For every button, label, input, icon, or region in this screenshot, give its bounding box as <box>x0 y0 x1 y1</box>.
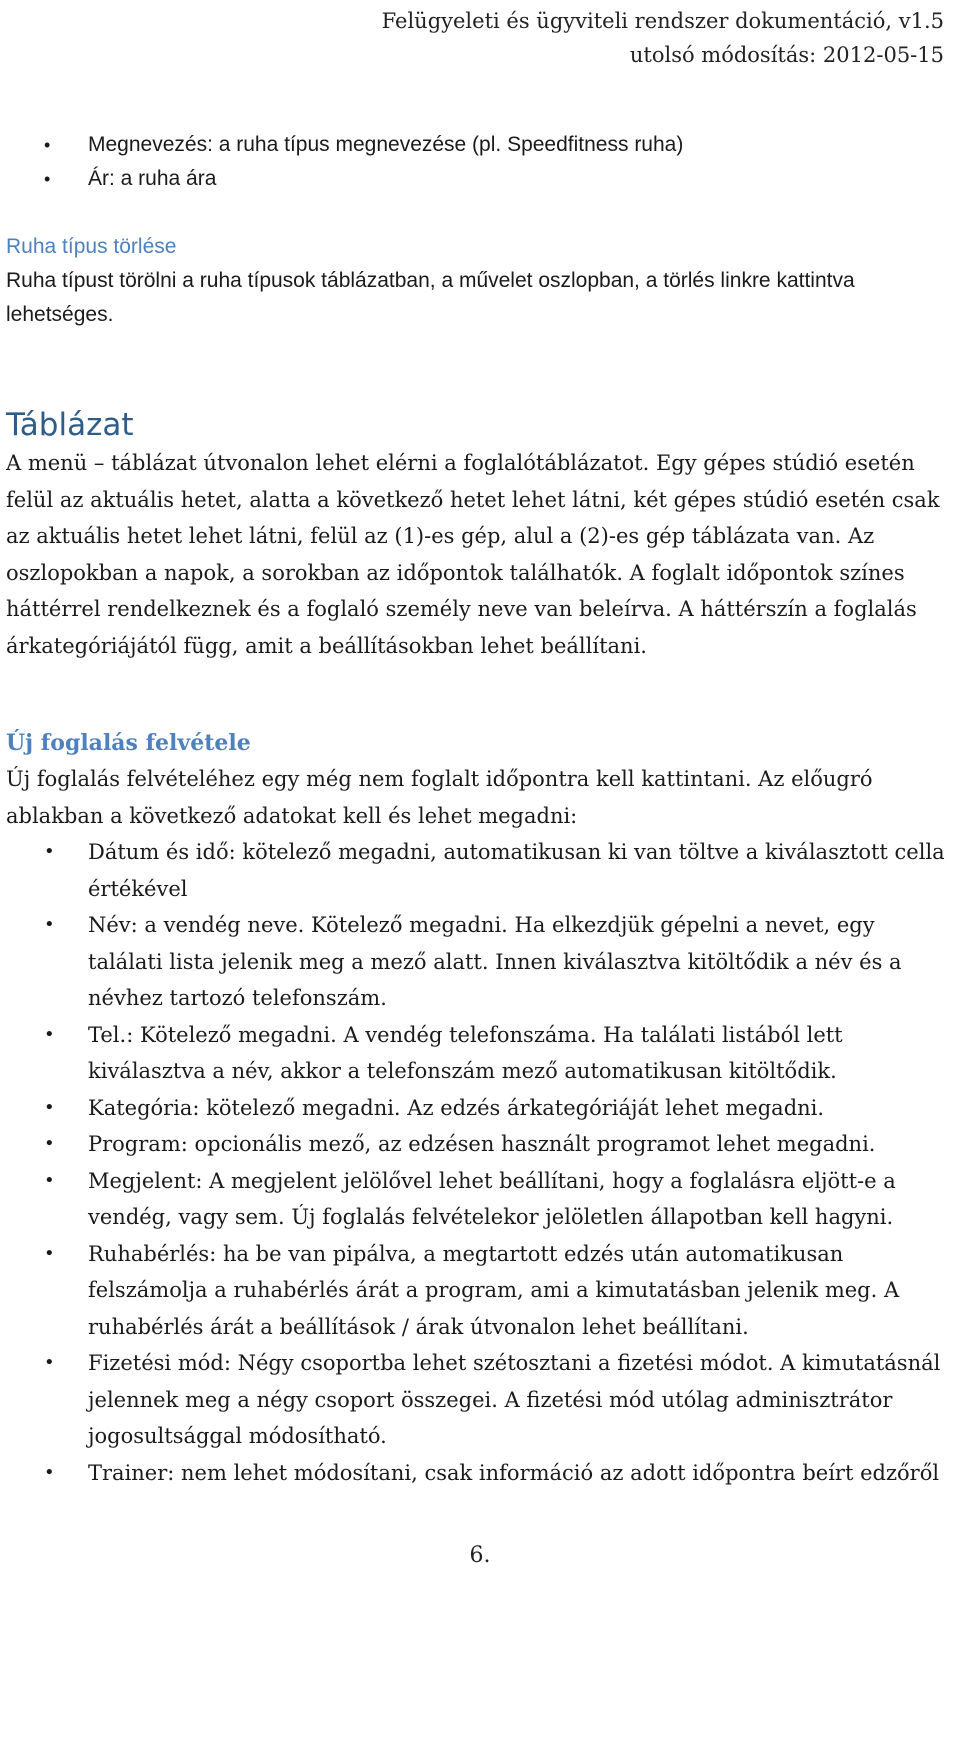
list-item-text: Program: opcionális mező, az edzésen használt programot lehet megadni. <box>88 1132 876 1156</box>
clothing-type-fields-list <box>6 128 683 196</box>
section-paragraph: Ruha típust törölni a ruha típusok táblázatban, a művelet oszlopban, a törlés linkre kattintva lehetséges. <box>6 269 855 326</box>
list-item <box>6 1236 951 1346</box>
list-item <box>6 162 683 196</box>
bullet-icon: • <box>44 914 55 935</box>
list-item-text: Megnevezés: a ruha típus megnevezése (pl. Speedfitness ruha) <box>88 133 684 156</box>
list-item-text: Fizetési mód: Négy csoportba lehet szétosztani a fizetési módot. A kimutatásnál jelennek meg a négy csoport összegei. A fizetési mód utólag adminisztrátor jogosultsággal módosítható. <box>88 1351 941 1448</box>
list-item-text: Név: a vendég neve. Kötelező megadni. Ha elkezdjük gépelni a nevet, egy találati lista jelenik meg a mező alatt. Innen kiválasztva kitöltődik a név és a névhez tartozó telefonszám. <box>88 913 902 1010</box>
page-number: 6. <box>469 1543 491 1568</box>
list-item-text: Tel.: Kötelező megadni. A vendég telefonszáma. Ha találati listából lett kiválasztva a név, akkor a telefonszám mező automatikusan kitöltődik. <box>88 1022 843 1083</box>
list-item-text: Kategória: kötelező megadni. Az edzés árkategóriáját lehet megadni. <box>88 1095 825 1120</box>
bullet-icon: • <box>44 1096 55 1118</box>
bullet-icon: • <box>44 169 51 189</box>
header-modified-date: utolsó módosítás: 2012-05-15 <box>629 43 944 67</box>
list-item <box>6 907 951 1017</box>
document-header <box>382 4 944 72</box>
section-heading: Ruha típus törlése <box>6 235 177 258</box>
list-item <box>6 128 683 162</box>
section-heading: Új foglalás felvétele <box>6 730 251 756</box>
header-title: Felügyeleti és ügyviteli rendszer dokumentáció, v1.5 <box>381 9 944 33</box>
section-clothing-type-delete <box>6 230 951 332</box>
list-item <box>6 1345 951 1455</box>
booking-fields-list <box>6 834 951 1491</box>
bullet-icon: • <box>44 1352 55 1373</box>
list-item <box>6 1017 951 1090</box>
section-intro: Új foglalás felvételéhez egy még nem foglalt időpontra kell kattintani. Az előugró ablakban a következő adatokat kell és lehet megadni: <box>6 767 873 828</box>
section-table <box>6 405 951 664</box>
bullet-icon: • <box>44 841 55 862</box>
bullet-icon: • <box>44 1242 55 1264</box>
list-item-text: Ruhabérlés: ha be van pipálva, a megtartott edzés után automatikusan felszámolja a ruhabérlés árát a program, ami a kimutatásban jelenik meg. A ruhabérlés árát a beállítások / árak útvonalon lehet beállítani. <box>88 1241 900 1339</box>
list-item <box>6 834 951 907</box>
bullet-icon: • <box>44 1169 55 1191</box>
list-item-text: Trainer: nem lehet módosítani, csak információ az adott időpontra beírt edzőről <box>88 1460 940 1485</box>
bullet-icon: • <box>44 1023 55 1045</box>
list-item-text: Dátum és idő: kötelező megadni, automatikusan ki van töltve a kiválasztott cella értékével <box>88 840 945 901</box>
section-new-booking <box>6 725 951 1491</box>
list-item-text: Megjelent: A megjelent jelölővel lehet beállítani, hogy a foglalásra eljött-e a vendég, vagy sem. Új foglalás felvételekor jelöletlen állapotban kell hagyni. <box>88 1168 896 1229</box>
section-paragraph: A menü – táblázat útvonalon lehet elérni a foglalótáblázatot. Egy gépes stúdió esetén felül az aktuális hetet, alatta a következő hetet lehet látni, két gépes stúdió esetén csak az aktuális hetet lehet látni, felül az (1)-es gép, alul a (2)-es gép táblázata van. Az oszlopokban a napok, a sorokban az időpontok találhatók. A foglalt időpontok színes háttérrel rendelkeznek és a foglaló személy neve van beleírva. A háttérszín a foglalás árkategóriájától függ, amit a beállításokban lehet beállítani. <box>6 451 940 658</box>
list-item <box>6 1163 951 1236</box>
list-item <box>6 1455 951 1492</box>
list-item-text: Ár: a ruha ára <box>88 167 217 190</box>
list-item <box>6 1090 951 1127</box>
bullet-icon: • <box>44 1461 55 1483</box>
section-heading: Táblázat <box>6 407 134 443</box>
bullet-icon: • <box>44 1133 55 1154</box>
bullet-icon: • <box>44 135 51 155</box>
list-item <box>6 1126 951 1163</box>
